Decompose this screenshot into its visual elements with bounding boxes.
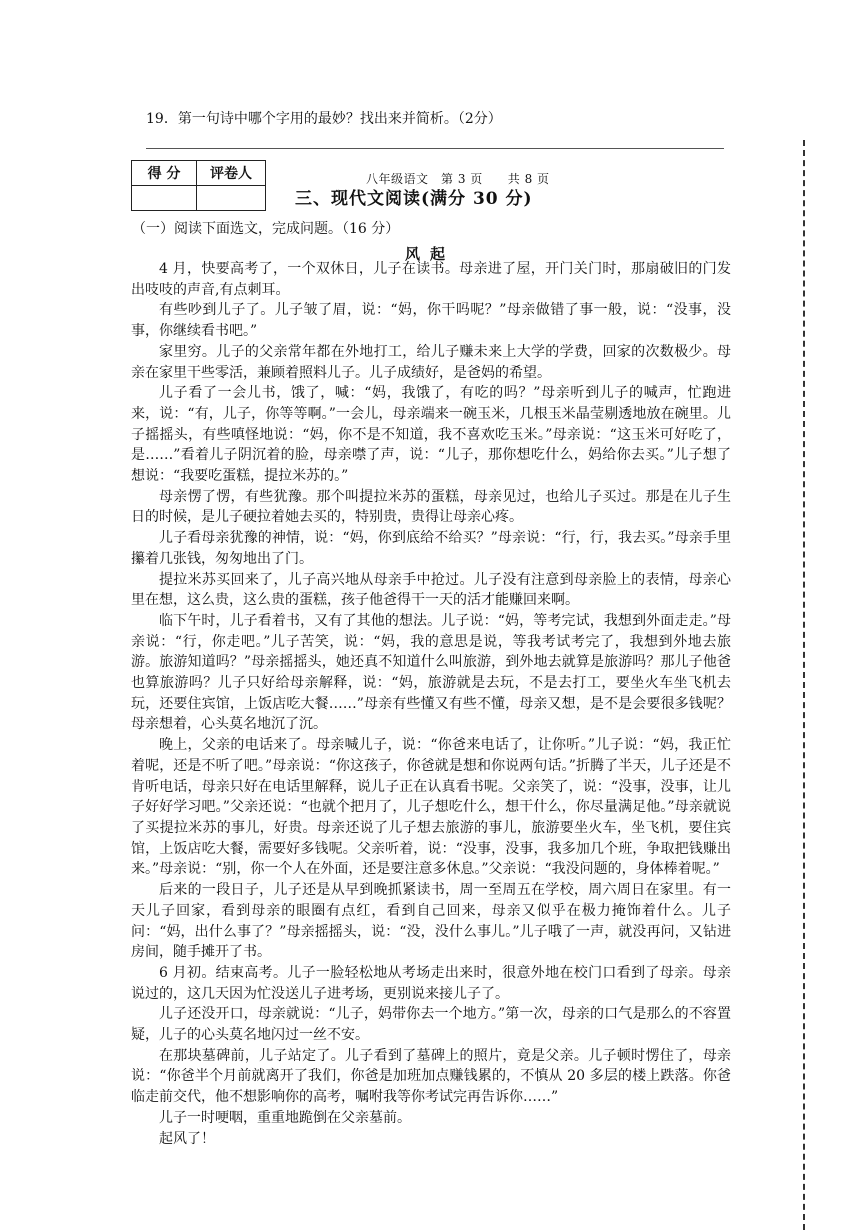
paragraph: 儿子一时哽咽，重重地跪倒在父亲墓前。 bbox=[159, 1109, 411, 1126]
paragraph: 6 月初。结束高考。儿子一脸轻松地从考场走出来时，很意外地在校门口看到了母亲。母亲说过的，这几天因为忙没送儿子进考场，更别说来接儿子了。 bbox=[131, 964, 731, 1002]
paragraph: 临下午时，儿子看着书，又有了其他的想法。儿子说：“妈，等考完试，我想到外面走走。”母亲说：“行，你走吧。”儿子苦笑，说：“妈，我的意思是说，等我考试考完了，我想到外地去旅游。旅游知道吗？”母亲摇摇头，她还真不知道什么叫旅游，到外地去就算是旅游吗？那儿子他爸也算旅游吗？儿子只好给母亲解释，说：“妈，旅游就是去玩，不是去打工，要坐火车坐飞机去玩，还要住宾馆，上饭店吃大餐……”母亲有些懂又有些不懂，母亲又想，是不是会要很多钱呢？母亲想着，心头莫名地沉了沉。 bbox=[131, 612, 731, 733]
divider bbox=[146, 148, 724, 149]
article-body bbox=[131, 259, 731, 1149]
paragraph: 后来的一段日子，儿子还是从早到晚抓紧读书，周一至周五在学校，周六周日在家里。有一天儿子回家，看到母亲的眼圈有点红，看到自己回来，母亲又似乎在极力掩饰着什么。儿子问：“妈，出什么事了？”母亲摇摇头，说：“没，没什么事儿。”儿子哦了一声，就没再问，又钻进房间，随手摊开了书。 bbox=[131, 882, 731, 961]
grader-cell[interactable] bbox=[197, 186, 266, 211]
paragraph: 儿子看母亲犹豫的神情，说：“妈，你到底给不给买？”母亲说：“行，行，我去买。”母亲手里攥着几张钱，匆匆地出了门。 bbox=[131, 530, 731, 567]
reading-intro: （一）阅读下面选文，完成问题。（16 分） bbox=[132, 221, 400, 237]
paragraph: 提拉米苏买回来了，儿子高兴地从母亲手中抢过。儿子没有注意到母亲脸上的表情，母亲心里在想，这么贵，这么贵的蛋糕，孩子他爸得干一天的活才能赚回来啊。 bbox=[131, 571, 731, 609]
score-cell[interactable] bbox=[132, 186, 197, 211]
paragraph: 家里穷。儿子的父亲常年都在外地打工，给儿子赚未来上大学的学费，回家的次数极少。母亲在家里干些零活，兼顾着照料儿子。儿子成绩好，是爸妈的希望。 bbox=[131, 343, 731, 381]
paragraph: 起风了！ bbox=[159, 1130, 215, 1147]
score-table bbox=[131, 160, 266, 211]
binding-line bbox=[803, 140, 805, 1230]
paragraph: 儿子还没开口，母亲就说：“儿子，妈带你去一个地方。”第一次，母亲的口气是那么的不容置疑，儿子的心头莫名地闪过一丝不安。 bbox=[131, 1006, 731, 1044]
section-heading: 三、现代文阅读(满分 30 分) bbox=[295, 189, 533, 209]
article-title: 风起 bbox=[404, 245, 455, 263]
grader-label: 评卷人 bbox=[197, 161, 266, 186]
paragraph: 晚上，父亲的电话来了。母亲喊儿子，说：“你爸来电话了，让你听。”儿子说：“妈，我正忙着呢，还是不听了吧。”母亲说：“你这孩子，你爸就是想和你说两句话。”折腾了半天，儿子还是不肯听电话，母亲只好在电话里解释，说儿子正在认真看书呢。父亲笑了，说：“没事，没事，让儿子好好学习吧。”父亲还说：“也就个把月了，儿子想吃什么，想干什么，你尽量满足他。”母亲就说了买提拉米苏的事儿，好贵。母亲还说了儿子想去旅游的事儿，旅游要坐火车，坐飞机，要住宾馆，上饭店吃大餐，需要好多钱呢。父亲听着，说：“没事，没事，我多加几个班，争取把钱赚出来。”母亲说：“别，你一个人在外面，还是要注意多休息。”父亲说：“我没问题的，身体棒着呢。” bbox=[131, 737, 731, 878]
paragraph: 有些吵到儿子了。儿子皱了眉，说：“妈，你干吗呢？”母亲做错了事一般，说：“没事，没事，你继续看书吧。” bbox=[131, 302, 731, 340]
score-label: 得 分 bbox=[132, 161, 197, 186]
paragraph: 母亲愣了愣，有些犹豫。那个叫提拉米苏的蛋糕，母亲见过，也给儿子买过。那是在儿子生日的时候，是儿子硬拉着她去买的，特别贵，贵得让母亲心疼。 bbox=[131, 488, 731, 526]
paragraph: 在那块墓碑前，儿子站定了。儿子看到了墓碑上的照片，竟是父亲。儿子顿时愣住了，母亲说：“你爸半个月前就离开了我们，你爸是加班加点赚钱累的，不慎从 20 多层的楼上跌落。你爸临走前交代，他不想影响你的高考，嘱咐我等你考试完再告诉你……” bbox=[131, 1047, 731, 1106]
paragraph: 儿子看了一会儿书，饿了，喊：“妈，我饿了，有吃的吗？”母亲听到儿子的喊声，忙跑进来，说：“有，儿子，你等等啊。”一会儿，母亲端来一碗玉米，几根玉米晶莹剔透地放在碗里。儿子摇摇头，有些嗔怪地说：“妈，你不是不知道，我不喜欢吃玉米。”母亲说：“这玉米可好吃了，是……”看着儿子阴沉着的脸，母亲噤了声，说：“儿子，那你想吃什么，妈给你去买。”儿子想了想说：“我要吃蛋糕，提拉米苏的。” bbox=[131, 385, 731, 485]
question-19: 19．第一句诗中哪个字用的最妙？找出来并简析。（2分） bbox=[146, 111, 502, 127]
paragraph: 4 月，快要高考了，一个双休日，儿子在读书。母亲进了屋，开门关门时，那扇破旧的门发出吱吱的声音,有点刺耳。 bbox=[131, 261, 731, 298]
page-footer: 八年级语文 第 3 页 共 8 页 bbox=[366, 172, 550, 186]
